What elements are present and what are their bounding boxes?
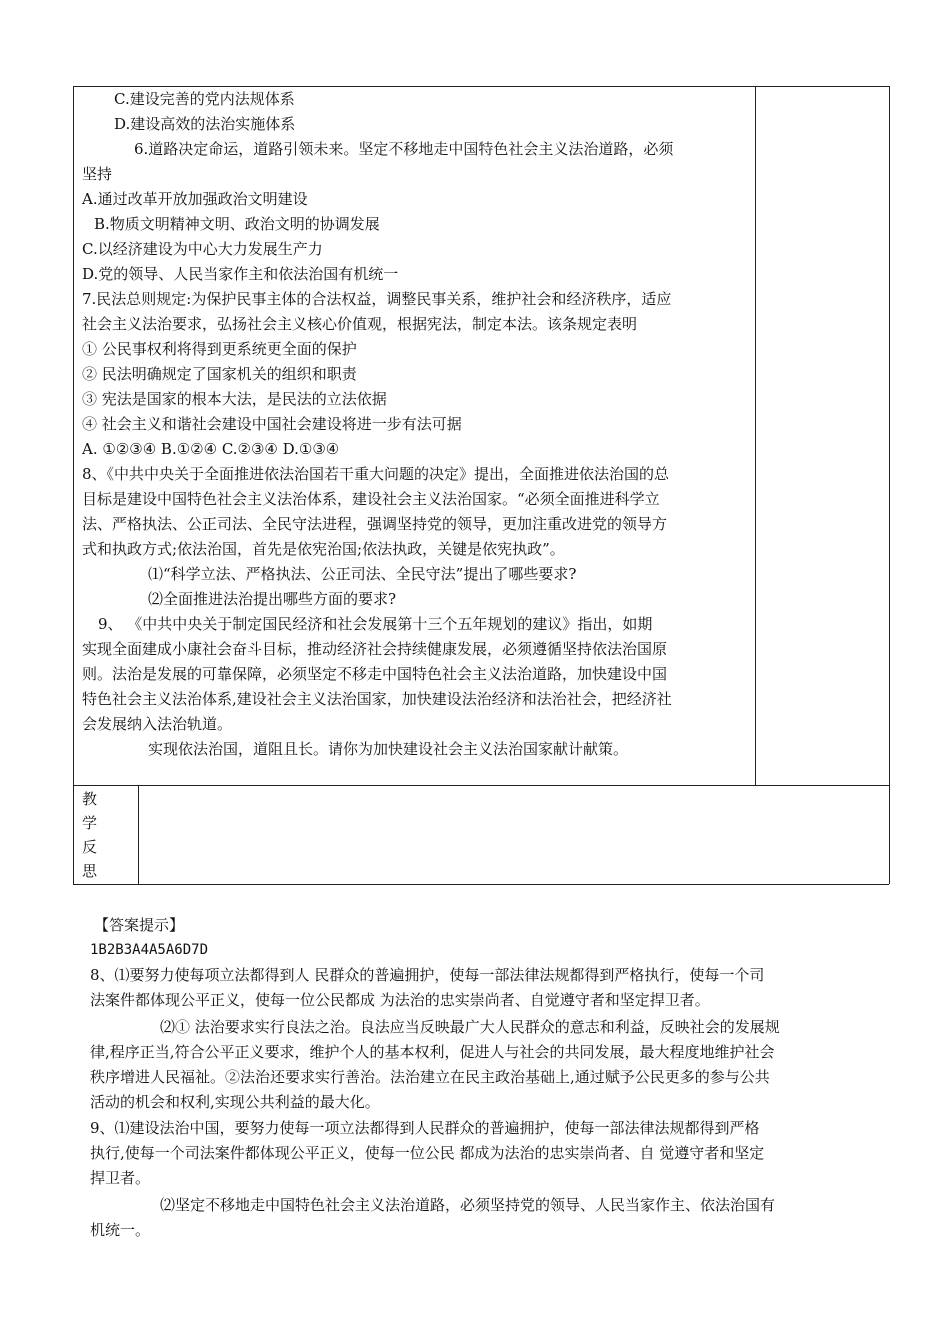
question-9-task: 实现依法治国，道阻且长。请你为加快建设社会主义法治国家献计献策。 (148, 740, 629, 758)
question-9-cont-2: 则。法治是发展的可靠保障，必须坚定不移走中国特色社会主义法治道路，加快建设中国 (82, 665, 668, 683)
question-8: 8、《中共中央关于全面推进依法治国若干重大问题的决定》提出，全面推进依法治国的总 (82, 465, 670, 483)
reflection-char: 学 (82, 814, 98, 832)
table-left-border (73, 86, 74, 884)
statement-1: ① 公民事权利将得到更系统更全面的保护 (82, 340, 357, 358)
table-top-border (73, 86, 889, 87)
question-6-cont: 坚持 (82, 165, 113, 183)
question-6: 6.道路决定命运，道路引领未来。坚定不移地走中国特色社会主义法治道路，必须 (134, 140, 674, 158)
option-b: B.物质文明精神文明、政治文明的协调发展 (94, 215, 380, 233)
reflection-char: 反 (82, 838, 98, 856)
question-9-cont-4: 会发展纳入法治轨道。 (82, 715, 233, 733)
answer-line: 秩序增进人民福祉。②法治还要求实行善治。法治建立在民主政治基础上,通过赋予公民更多的参与公共 (90, 1068, 770, 1086)
answer-line: 活动的机会和权利,实现公共利益的最大化。 (90, 1093, 380, 1111)
statement-4: ④ 社会主义和谐社会建设中国社会建设将进一步有法可据 (82, 415, 462, 433)
question-8-sub-1: ⑴“科学立法、严格执法、公正司法、全民守法”提出了哪些要求? (148, 565, 577, 583)
table-bottom-border (73, 884, 889, 885)
reflection-char: 教 (82, 790, 98, 808)
answer-line: 执行,使每一个司法案件都体现公平正义，使每一位公民 都成为法治的忠实崇尚者、自 觉遵守者和坚定 (90, 1144, 765, 1162)
question-7: 7.民法总则规定:为保护民事主体的合法权益，调整民事关系，维护社会和经济秩序，适应 (82, 290, 672, 308)
table-mid-border (73, 785, 889, 786)
answer-line: ⑵坚定不移地走中国特色社会主义法治道路，必须坚持党的领导、人民当家作主、依法治国有 (160, 1196, 776, 1214)
option-c: C.以经济建设为中心大力发展生产力 (82, 240, 323, 258)
option-a: A.通过改革开放加强政治文明建设 (82, 190, 308, 208)
answer-line: 法案件都体现公平正义，使每一位公民都成 为法治的忠实崇尚者、自觉遵守者和坚定捍卫者。 (90, 991, 710, 1009)
question-8-sub-2: ⑵全面推进法治提出哪些方面的要求? (148, 590, 397, 608)
statement-3: ③ 宪法是国家的根本大法，是民法的立法依据 (82, 390, 387, 408)
statement-2: ② 民法明确规定了国家机关的组织和职责 (82, 365, 357, 383)
answer-line: 律,程序正当,符合公平正义要求，维护个人的基本权利，促进人与社会的共同发展，最大程度地维护社会 (90, 1043, 775, 1061)
table-right-border (889, 86, 890, 884)
answer-line: 9、⑴建设法治中国，要努力使每一项立法都得到人民群众的普遍拥护，使每一部法律法规都得到严格 (90, 1119, 760, 1137)
question-8-cont-2: 法、严格执法、公正司法、全民守法进程，强调坚持党的领导，更加注重改进党的领导方 (82, 515, 668, 533)
question-7-cont: 社会主义法治要求，弘扬社会主义核心价值观，根据宪法，制定本法。该条规定表明 (82, 315, 638, 333)
question-9: 9、 《中共中央关于制定国民经济和社会发展第十三个五年规划的建议》指出，如期 (98, 615, 653, 633)
option-6d: D.建设高效的法治实施体系 (114, 115, 296, 133)
question-9-cont-1: 实现全面建成小康社会奋斗目标，推动经济社会持续健康发展，必须遵循坚持依法治国原 (82, 640, 668, 658)
answer-line: 捍卫者。 (90, 1169, 151, 1187)
question-8-cont-1: 目标是建设中国特色社会主义法治体系，建设社会主义法治国家。“必须全面推进科学立 (82, 490, 660, 508)
reflection-char: 思 (82, 862, 98, 880)
answer-line: 8、⑴要努力使每项立法都得到人 民群众的普遍拥护，使每一部法律法规都得到严格执行，使每一个司 (90, 966, 765, 984)
question-9-cont-3: 特色社会主义法治体系,建设社会主义法治国家，加快建设法治经济和法治社会，把经济社 (82, 690, 672, 708)
reflection-divider (138, 785, 139, 884)
answer-heading: 【答案提示】 (94, 916, 185, 934)
table-content-divider (755, 86, 756, 785)
option-d: D.党的领导、人民当家作主和依法治国有机统一 (82, 265, 399, 283)
option-6c: C.建设完善的党内法规体系 (114, 90, 295, 108)
answer-key: 1B2B3A4A5A6D7D (90, 942, 209, 958)
answer-line: 机统一。 (90, 1221, 151, 1239)
question-7-options: A. ①②③④ B.①②④ C.②③④ D.①③④ (82, 440, 340, 458)
question-8-cont-3: 式和执政方式;依法治国，首先是依宪治国;依法执政，关键是依宪执政”。 (82, 540, 565, 558)
answer-line: ⑵① 法治要求实行良法之治。良法应当反映最广大人民群众的意志和利益，反映社会的发展规 (160, 1018, 780, 1036)
